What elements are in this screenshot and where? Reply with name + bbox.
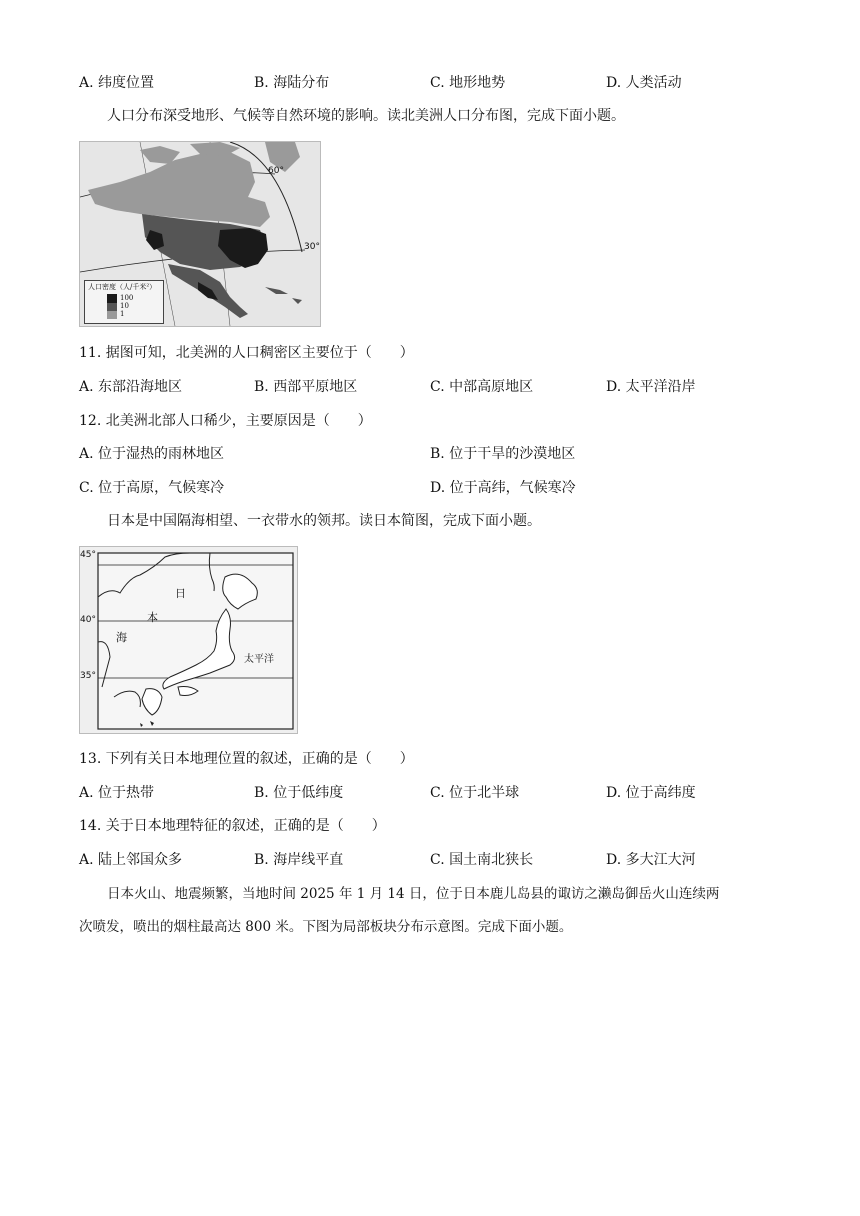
q11-stem: 11. 据图可知，北美洲的人口稠密区主要位于（ ） <box>79 345 414 361</box>
intro-north-america: 人口分布深受地形、气候等自然环境的影响。读北美洲人口分布图，完成下面小题。 <box>107 108 625 124</box>
q14-option-c[interactable]: C. 国土南北狭长 <box>430 852 534 868</box>
legend-label-1: 1 <box>120 310 125 318</box>
intro-volcano-line1: 日本火山、地震频繁，当地时间 2025 年 1 月 14 日，位于日本鹿儿岛县的诹访之濑岛御岳火山连续两 <box>107 886 720 902</box>
q14-option-a[interactable]: A. 陆上邻国众多 <box>79 852 183 868</box>
lat-60-label: 60° <box>268 166 284 176</box>
q13-option-c[interactable]: C. 位于北半球 <box>430 785 520 801</box>
q12-option-b[interactable]: B. 位于干旱的沙漠地区 <box>430 446 576 462</box>
q12-option-a[interactable]: A. 位于湿热的雨林地区 <box>79 446 225 462</box>
q12-stem: 12. 北美洲北部人口稀少，主要原因是（ ） <box>79 413 372 429</box>
q13-option-d[interactable]: D. 位于高纬度 <box>606 785 696 801</box>
legend-title: 人口密度（人/千米²） <box>88 283 157 291</box>
pacific-ocean-label: 太平洋 <box>244 654 274 665</box>
lat-30-label: 30° <box>304 242 320 252</box>
legend-label-100: 100 <box>120 294 134 302</box>
q13-stem: 13. 下列有关日本地理位置的叙述，正确的是（ ） <box>79 751 414 767</box>
q11-option-b[interactable]: B. 西部平原地区 <box>254 379 358 395</box>
q12-option-c[interactable]: C. 位于高原，气候寒冷 <box>79 480 225 496</box>
q13-option-b[interactable]: B. 位于低纬度 <box>254 785 344 801</box>
q10-option-d[interactable]: D. 人类活动 <box>606 75 682 91</box>
legend-label-10: 10 <box>120 302 129 310</box>
legend-swatch-dense <box>107 294 117 303</box>
japan-map-graphic <box>80 547 297 733</box>
lat-45-label: 45° <box>80 550 96 560</box>
q14-option-d[interactable]: D. 多大江大河 <box>606 852 696 868</box>
q10-option-a[interactable]: A. 纬度位置 <box>79 75 155 91</box>
intro-volcano-line2: 次喷发，喷出的烟柱最高达 800 米。下图为局部板块分布示意图。完成下面小题。 <box>79 919 573 935</box>
q12-option-d[interactable]: D. 位于高纬，气候寒冷 <box>430 480 576 496</box>
sea-of-japan-label-ben: 本 <box>147 611 158 624</box>
sea-of-japan-label-hai: 海 <box>116 631 127 644</box>
north-america-population-map <box>79 141 321 327</box>
q11-option-c[interactable]: C. 中部高原地区 <box>430 379 534 395</box>
lat-35-label: 35° <box>80 671 96 681</box>
legend-swatch-sparse <box>107 311 117 319</box>
q13-option-a[interactable]: A. 位于热带 <box>79 785 155 801</box>
japan-map <box>79 546 298 734</box>
population-density-legend <box>84 280 164 324</box>
sea-of-japan-label-ri: 日 <box>175 587 186 600</box>
legend-swatch-medium <box>107 303 117 311</box>
q11-option-a[interactable]: A. 东部沿海地区 <box>79 379 183 395</box>
q10-option-c[interactable]: C. 地形地势 <box>430 75 506 91</box>
q14-stem: 14. 关于日本地理特征的叙述，正确的是（ ） <box>79 818 386 834</box>
q10-option-b[interactable]: B. 海陆分布 <box>254 75 330 91</box>
lat-40-label: 40° <box>80 615 96 625</box>
q14-option-b[interactable]: B. 海岸线平直 <box>254 852 344 868</box>
intro-japan: 日本是中国隔海相望、一衣带水的领邦。读日本简图，完成下面小题。 <box>107 513 541 529</box>
q11-option-d[interactable]: D. 太平洋沿岸 <box>606 379 696 395</box>
